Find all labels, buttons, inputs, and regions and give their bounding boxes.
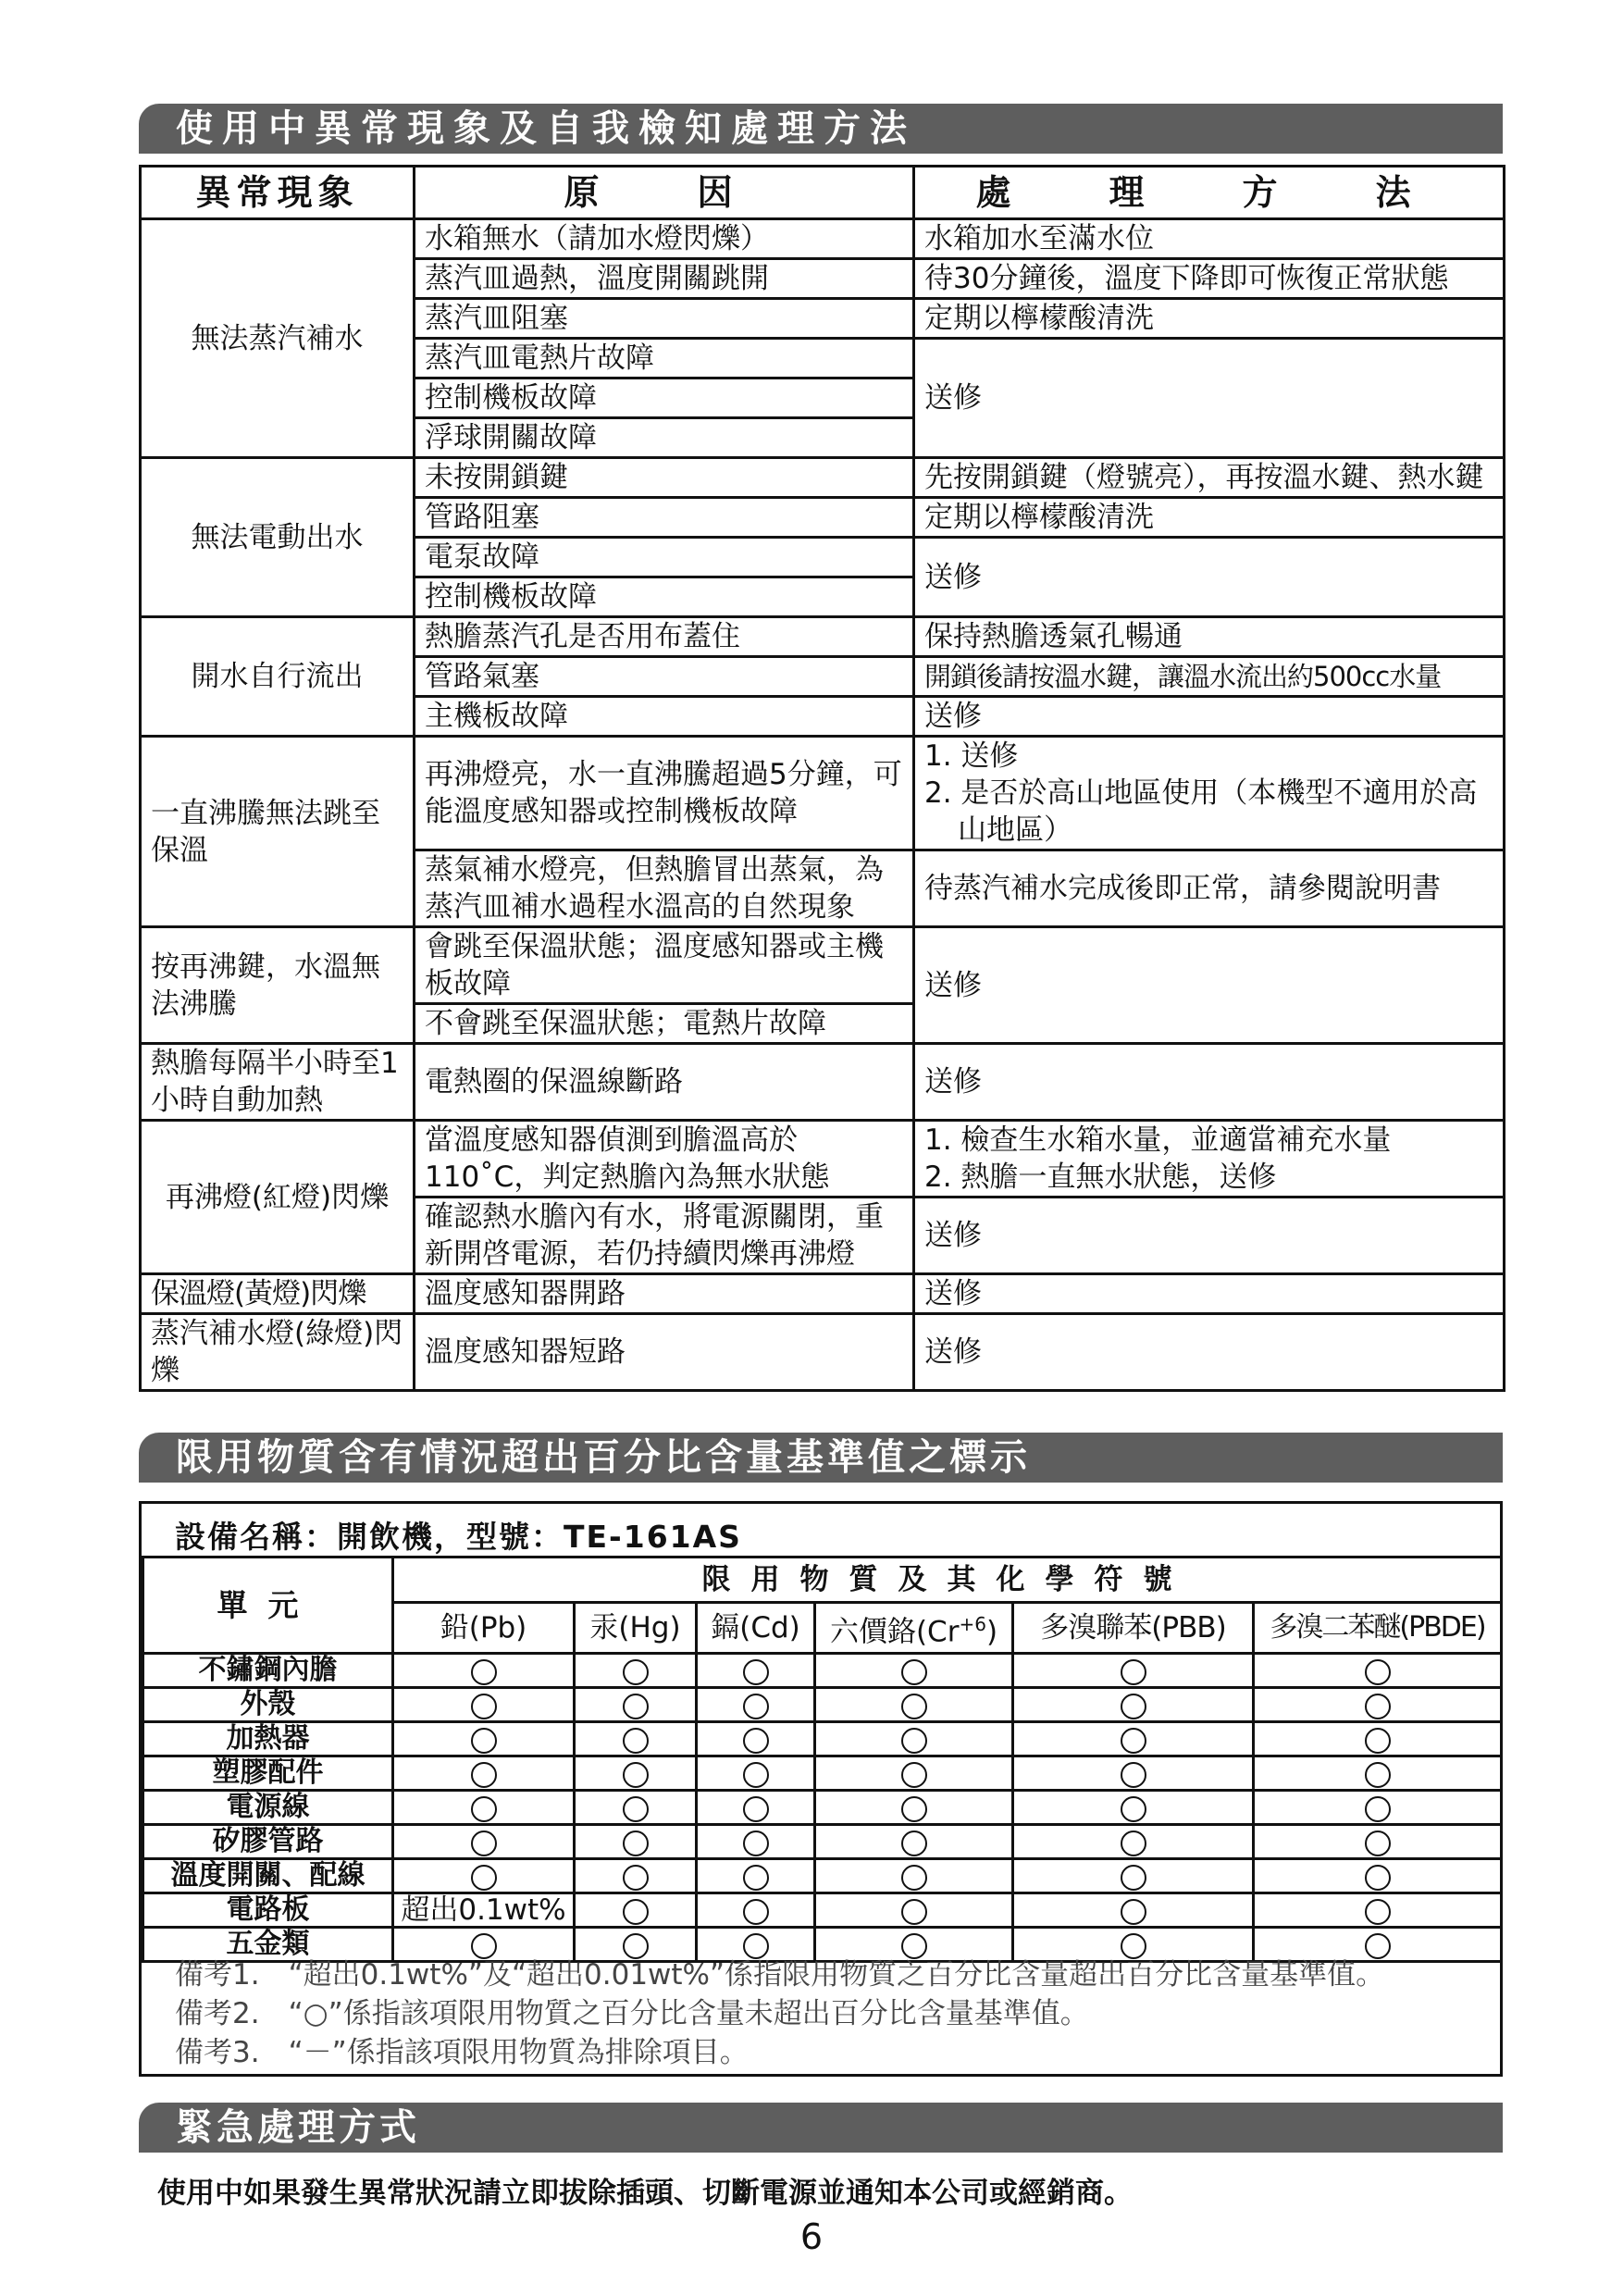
circle-mark-icon bbox=[901, 1831, 927, 1856]
rohs-cell bbox=[815, 1756, 1013, 1791]
rohs-cell bbox=[1254, 1756, 1502, 1791]
rohs-cell bbox=[1013, 1722, 1254, 1756]
rohs-row-name: 電源線 bbox=[143, 1791, 393, 1825]
rohs-declaration-box bbox=[139, 1501, 1503, 2077]
col-pbde: 多溴二苯醚(PBDE) bbox=[1254, 1603, 1502, 1654]
header-symptom: 異常現象 bbox=[141, 167, 415, 219]
circle-mark-icon bbox=[901, 1796, 927, 1822]
col-hg: 汞(Hg) bbox=[575, 1603, 697, 1654]
remedy-cell bbox=[914, 737, 1505, 850]
cause-cell: 溫度感知器短路 bbox=[415, 1314, 914, 1391]
rohs-cell bbox=[815, 1722, 1013, 1756]
rohs-cell bbox=[393, 1722, 575, 1756]
remedy-cell: 送修 bbox=[914, 697, 1505, 737]
rohs-row-name: 溫度開關、配線 bbox=[143, 1859, 393, 1893]
rohs-cell bbox=[393, 1791, 575, 1825]
circle-mark-icon bbox=[1121, 1865, 1146, 1891]
symptom-cell: 蒸汽補水燈(綠燈)閃爍 bbox=[141, 1314, 415, 1391]
rohs-cell bbox=[697, 1791, 815, 1825]
circle-mark-icon bbox=[1121, 1762, 1146, 1788]
rohs-section-banner: 限用物質含有情況超出百分比含量基準值之標示 bbox=[139, 1433, 1503, 1483]
circle-mark-icon bbox=[1365, 1899, 1391, 1925]
remedy-cell: 開鎖後請按溫水鍵，讓溫水流出約500cc水量 bbox=[914, 657, 1505, 697]
rohs-cell bbox=[697, 1688, 815, 1722]
circle-mark-icon bbox=[623, 1796, 649, 1822]
cause-cell: 控制機板故障 bbox=[415, 379, 914, 418]
rohs-cell bbox=[575, 1859, 697, 1893]
rohs-row bbox=[143, 1859, 1502, 1893]
circle-mark-icon bbox=[743, 1865, 769, 1891]
rohs-row bbox=[143, 1893, 1502, 1928]
remedy-cell bbox=[914, 1121, 1505, 1198]
rohs-cell bbox=[697, 1859, 815, 1893]
rohs-cell bbox=[1254, 1859, 1502, 1893]
rohs-cell bbox=[815, 1893, 1013, 1928]
equipment-name: 設備名稱：開飲機，型號：TE-161AS bbox=[175, 1519, 742, 1555]
circle-mark-icon bbox=[623, 1899, 649, 1925]
rohs-row bbox=[143, 1756, 1502, 1791]
remedy-list-item: 1. 送修 bbox=[924, 739, 1019, 773]
circle-mark-icon bbox=[743, 1899, 769, 1925]
rohs-table bbox=[142, 1556, 1503, 1963]
unit-header: 單元 bbox=[143, 1558, 393, 1654]
rohs-cell bbox=[1254, 1722, 1502, 1756]
col-pb: 鉛(Pb) bbox=[393, 1603, 575, 1654]
cause-cell: 會跳至保溫狀態；溫度感知器或主機板故障 bbox=[415, 927, 914, 1004]
remedy-cell: 保持熱膽透氣孔暢通 bbox=[914, 617, 1505, 657]
circle-mark-icon bbox=[1365, 1831, 1391, 1856]
rohs-cell: 超出0.1wt% bbox=[393, 1893, 575, 1928]
symptom-cell: 無法電動出水 bbox=[141, 458, 415, 617]
rohs-cell bbox=[815, 1688, 1013, 1722]
circle-mark-icon bbox=[901, 1659, 927, 1685]
note-2: 備考2. “○”係指該項限用物質之百分比含量未超出百分比含量基準值。 bbox=[175, 1997, 1089, 2030]
symptom-cell: 無法蒸汽補水 bbox=[141, 219, 415, 458]
rohs-cell bbox=[393, 1688, 575, 1722]
rohs-cell bbox=[575, 1722, 697, 1756]
rohs-row-name: 塑膠配件 bbox=[143, 1756, 393, 1791]
substances-header: 限用物質及其化學符號 bbox=[393, 1558, 1502, 1603]
cause-cell: 電泵故障 bbox=[415, 538, 914, 577]
troubleshooting-table bbox=[139, 165, 1505, 1392]
rohs-cell bbox=[697, 1654, 815, 1688]
circle-mark-icon bbox=[743, 1694, 769, 1719]
circle-mark-icon bbox=[1121, 1899, 1146, 1925]
symptom-cell: 再沸燈(紅燈)閃爍 bbox=[141, 1121, 415, 1274]
cause-cell: 熱膽蒸汽孔是否用布蓋住 bbox=[415, 617, 914, 657]
symptom-cell: 按再沸鍵，水溫無法沸騰 bbox=[141, 927, 415, 1044]
circle-mark-icon bbox=[901, 1899, 927, 1925]
remedy-cell: 送修 bbox=[914, 927, 1505, 1044]
remedy-list-item: 1. 檢查生水箱水量，並適當補充水量 bbox=[924, 1123, 1392, 1157]
rohs-cell bbox=[575, 1688, 697, 1722]
circle-mark-icon bbox=[901, 1694, 927, 1719]
rohs-cell bbox=[393, 1859, 575, 1893]
emergency-instructions: 使用中如果發生異常狀況請立即拔除插頭、切斷電源並通知本公司或經銷商。 bbox=[157, 2177, 1133, 2210]
circle-mark-icon bbox=[1121, 1796, 1146, 1822]
circle-mark-icon bbox=[901, 1762, 927, 1788]
rohs-cell bbox=[575, 1756, 697, 1791]
circle-mark-icon bbox=[743, 1796, 769, 1822]
cause-cell: 未按開鎖鍵 bbox=[415, 458, 914, 498]
rohs-cell bbox=[1013, 1654, 1254, 1688]
cause-cell: 蒸汽皿過熱，溫度開關跳開 bbox=[415, 259, 914, 299]
remedy-list-item: 2. 是否於高山地區使用（本機型不適用於高山地區） bbox=[924, 776, 1478, 847]
circle-mark-icon bbox=[471, 1831, 497, 1856]
cause-cell: 蒸汽皿電熱片故障 bbox=[415, 339, 914, 379]
cause-cell: 蒸汽皿阻塞 bbox=[415, 299, 914, 339]
rohs-cell bbox=[1254, 1825, 1502, 1859]
remedy-list-item: 2. 熱膽一直無水狀態，送修 bbox=[924, 1160, 1277, 1194]
rohs-cell bbox=[697, 1756, 815, 1791]
col-pbb: 多溴聯苯(PBB) bbox=[1013, 1603, 1254, 1654]
rohs-row bbox=[143, 1722, 1502, 1756]
circle-mark-icon bbox=[623, 1762, 649, 1788]
circle-mark-icon bbox=[471, 1865, 497, 1891]
remedy-cell: 先按開鎖鍵（燈號亮），再按溫水鍵、熱水鍵 bbox=[914, 458, 1505, 498]
circle-mark-icon bbox=[1365, 1865, 1391, 1891]
rohs-cell bbox=[1013, 1756, 1254, 1791]
symptom-cell: 開水自行流出 bbox=[141, 617, 415, 737]
circle-mark-icon bbox=[743, 1831, 769, 1856]
rohs-cell bbox=[575, 1825, 697, 1859]
rohs-row-name: 五金類 bbox=[143, 1928, 393, 1962]
remedy-cell: 水箱加水至滿水位 bbox=[914, 219, 1505, 259]
remedy-cell: 送修 bbox=[914, 1314, 1505, 1391]
cause-cell: 溫度感知器開路 bbox=[415, 1274, 914, 1314]
rohs-row bbox=[143, 1688, 1502, 1722]
cause-cell: 主機板故障 bbox=[415, 697, 914, 737]
symptom-cell: 一直沸騰無法跳至保溫 bbox=[141, 737, 415, 927]
circle-mark-icon bbox=[743, 1762, 769, 1788]
remedy-cell: 送修 bbox=[914, 1274, 1505, 1314]
symptom-cell: 熱膽每隔半小時至1小時自動加熱 bbox=[141, 1044, 415, 1121]
rohs-cell bbox=[1013, 1791, 1254, 1825]
circle-mark-icon bbox=[1121, 1694, 1146, 1719]
rohs-cell bbox=[393, 1654, 575, 1688]
rohs-row bbox=[143, 1654, 1502, 1688]
rohs-cell bbox=[1254, 1791, 1502, 1825]
rohs-row-name: 加熱器 bbox=[143, 1722, 393, 1756]
circle-mark-icon bbox=[1365, 1762, 1391, 1788]
cause-cell: 浮球開關故障 bbox=[415, 418, 914, 458]
trouble-section-banner: 使用中異常現象及自我檢知處理方法 bbox=[139, 104, 1503, 154]
circle-mark-icon bbox=[1121, 1728, 1146, 1754]
rohs-cell bbox=[697, 1825, 815, 1859]
rohs-cell bbox=[697, 1722, 815, 1756]
circle-mark-icon bbox=[623, 1659, 649, 1685]
rohs-cell bbox=[1254, 1654, 1502, 1688]
rohs-cell bbox=[815, 1859, 1013, 1893]
rohs-cell bbox=[1254, 1688, 1502, 1722]
rohs-row bbox=[143, 1825, 1502, 1859]
header-cause: 原 因 bbox=[415, 167, 914, 219]
remedy-cell: 待蒸汽補水完成後即正常，請參閱說明書 bbox=[914, 850, 1505, 927]
note-3: 備考3. “－”係指該項限用物質為排除項目。 bbox=[175, 2036, 749, 2069]
remedy-cell: 定期以檸檬酸清洗 bbox=[914, 498, 1505, 538]
rohs-row-name: 外殼 bbox=[143, 1688, 393, 1722]
rohs-row-name: 不鏽鋼內膽 bbox=[143, 1654, 393, 1688]
circle-mark-icon bbox=[471, 1694, 497, 1719]
rohs-cell bbox=[815, 1791, 1013, 1825]
circle-mark-icon bbox=[471, 1728, 497, 1754]
circle-mark-icon bbox=[471, 1762, 497, 1788]
remedy-cell: 定期以檸檬酸清洗 bbox=[914, 299, 1505, 339]
symptom-cell: 保溫燈(黃燈)閃爍 bbox=[141, 1274, 415, 1314]
circle-mark-icon bbox=[901, 1865, 927, 1891]
header-remedy: 處 理 方 法 bbox=[914, 167, 1505, 219]
col-cr6-close: ) bbox=[985, 1615, 998, 1649]
rohs-cell bbox=[815, 1654, 1013, 1688]
cause-cell: 不會跳至保溫狀態；電熱片故障 bbox=[415, 1004, 914, 1044]
rohs-cell bbox=[815, 1825, 1013, 1859]
rohs-cell bbox=[1254, 1893, 1502, 1928]
circle-mark-icon bbox=[623, 1694, 649, 1719]
col-cd: 鎘(Cd) bbox=[697, 1603, 815, 1654]
rohs-cell bbox=[393, 1825, 575, 1859]
rohs-row-name: 矽膠管路 bbox=[143, 1825, 393, 1859]
rohs-cell bbox=[1013, 1688, 1254, 1722]
circle-mark-icon bbox=[1365, 1659, 1391, 1685]
remedy-cell: 送修 bbox=[914, 1198, 1505, 1274]
circle-mark-icon bbox=[471, 1659, 497, 1685]
rohs-cell bbox=[1013, 1859, 1254, 1893]
circle-mark-icon bbox=[471, 1796, 497, 1822]
rohs-row bbox=[143, 1791, 1502, 1825]
page-number: 6 bbox=[799, 2216, 824, 2257]
emergency-section-banner: 緊急處理方式 bbox=[139, 2103, 1503, 2153]
remedy-cell: 待30分鐘後，溫度下降即可恢復正常狀態 bbox=[914, 259, 1505, 299]
cause-cell: 管路阻塞 bbox=[415, 498, 914, 538]
cause-cell: 電熱圈的保溫線斷路 bbox=[415, 1044, 914, 1121]
cause-cell: 蒸氣補水燈亮，但熱膽冒出蒸氣，為蒸汽皿補水過程水溫高的自然現象 bbox=[415, 850, 914, 927]
cause-cell: 管路氣塞 bbox=[415, 657, 914, 697]
rohs-notes bbox=[175, 1955, 1384, 2072]
rohs-cell bbox=[575, 1893, 697, 1928]
rohs-row-name: 電路板 bbox=[143, 1893, 393, 1928]
circle-mark-icon bbox=[1121, 1659, 1146, 1685]
rohs-cell bbox=[575, 1654, 697, 1688]
circle-mark-icon bbox=[1121, 1831, 1146, 1856]
cause-cell: 當溫度感知器偵測到膽溫高於110˚C，判定熱膽內為無水狀態 bbox=[415, 1121, 914, 1198]
rohs-cell bbox=[393, 1756, 575, 1791]
remedy-cell: 送修 bbox=[914, 538, 1505, 617]
circle-mark-icon bbox=[623, 1728, 649, 1754]
circle-mark-icon bbox=[1365, 1796, 1391, 1822]
circle-mark-icon bbox=[901, 1728, 927, 1754]
circle-mark-icon bbox=[623, 1865, 649, 1891]
note-1: 備考1. “超出0.1wt%”及“超出0.01wt%”係指限用物質之百分比含量超出百分比含量基準值。 bbox=[175, 1958, 1385, 1992]
cause-cell: 水箱無水（請加水燈閃爍） bbox=[415, 219, 914, 259]
col-cr6-label: 六價鉻(Cr bbox=[829, 1615, 960, 1649]
rohs-cell bbox=[1013, 1893, 1254, 1928]
rohs-cell bbox=[575, 1791, 697, 1825]
remedy-cell: 送修 bbox=[914, 339, 1505, 458]
rohs-cell bbox=[1013, 1825, 1254, 1859]
cause-cell: 控制機板故障 bbox=[415, 577, 914, 617]
circle-mark-icon bbox=[1365, 1728, 1391, 1754]
circle-mark-icon bbox=[1365, 1694, 1391, 1719]
col-cr6 bbox=[815, 1603, 1013, 1654]
circle-mark-icon bbox=[623, 1831, 649, 1856]
rohs-cell bbox=[697, 1893, 815, 1928]
col-cr6-sup: +6 bbox=[959, 1612, 986, 1635]
cause-cell: 確認熱水膽內有水，將電源關閉，重新開啓電源，若仍持續閃爍再沸燈 bbox=[415, 1198, 914, 1274]
cause-cell: 再沸燈亮，水一直沸騰超過5分鐘，可能溫度感知器或控制機板故障 bbox=[415, 737, 914, 850]
remedy-cell: 送修 bbox=[914, 1044, 1505, 1121]
circle-mark-icon bbox=[743, 1728, 769, 1754]
circle-mark-icon bbox=[743, 1659, 769, 1685]
